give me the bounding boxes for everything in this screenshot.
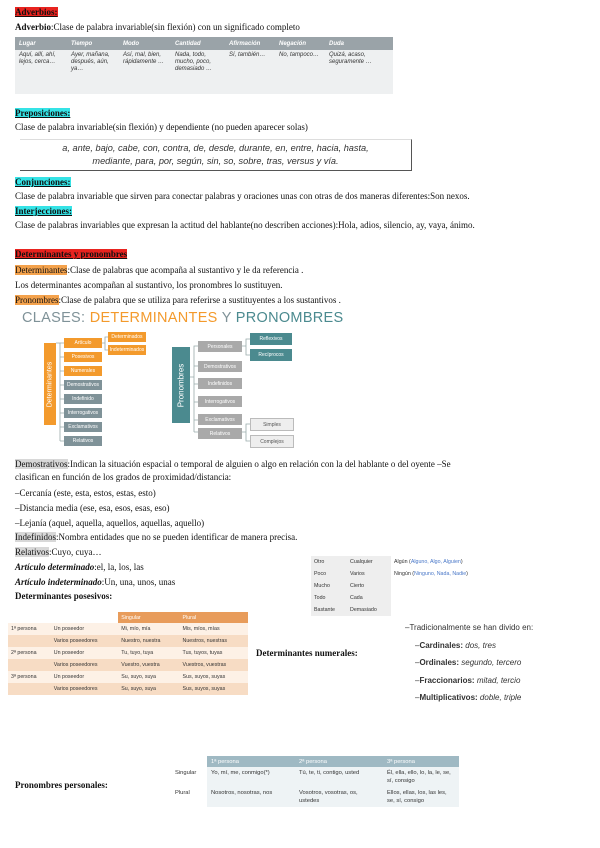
table-row	[8, 635, 248, 647]
diagram-det-item: Interrogativos	[64, 408, 102, 418]
table-cell: Poco	[311, 568, 347, 580]
table-row	[311, 592, 471, 604]
table-cell: Todo	[311, 592, 347, 604]
table-row	[171, 767, 459, 787]
diagram-pron-item: Relativos	[198, 428, 242, 439]
table-cell: Sus, suyos, suyas	[180, 671, 248, 683]
table-cell: Vosotros, vosotras, os, ustedes	[295, 787, 383, 807]
conjunciones-definition: Clase de palabra invariable que sirven para conectar palabras y oraciones unas con otras de dos maneras diferentes:Son nexos.	[15, 191, 470, 201]
personales-table	[171, 756, 459, 807]
numerales-intro: –Tradicionalmente se han divido en:	[405, 623, 534, 632]
posesivos-heading: Determinantes posesivos:	[15, 591, 113, 601]
demostrativos-definition-2: clasifican en función de los grados de proximidad/distancia:	[15, 472, 232, 482]
table-header: Lugar	[15, 37, 67, 50]
table-cell: Vuestros, vuestras	[180, 659, 248, 671]
table-cell: Mucho	[311, 580, 347, 592]
det-pron-line: Los determinantes acompañan al sustantivo, los pronombres lo sustituyen.	[15, 280, 283, 290]
articulo-determinado: Artículo determinado:el, la, los, las	[15, 562, 144, 572]
table-cell: Sí, también…	[225, 50, 275, 94]
diagram-pron-item: Personales	[198, 341, 242, 352]
table-cell: Quizá, acaso, seguramente …	[325, 50, 393, 94]
diagram-det-item: Posesivos	[64, 352, 102, 362]
numerales-item: –Ordinales: segundo, tercero	[415, 658, 522, 667]
table-row	[8, 683, 248, 695]
table-cell: Mi, mío, mía	[118, 623, 179, 635]
table-header: Cantidad	[171, 37, 225, 50]
table-row	[8, 671, 248, 683]
diagram-pron-item: Demostrativos	[198, 361, 242, 372]
table-row	[8, 659, 248, 671]
diagram-det-item: Indefinido	[64, 394, 102, 404]
diagram-rel-item: Complejos	[250, 435, 294, 448]
table-cell	[8, 635, 51, 647]
demostrativos-media: –Distancia media (ese, esa, esos, esas, eso)	[15, 503, 170, 513]
table-cell: Varios poseedores	[51, 659, 119, 671]
table-cell: Cierto	[347, 580, 391, 592]
table-header: 2ª persona	[295, 756, 383, 767]
table-row	[171, 787, 459, 807]
table-cell: Tu, tuyo, tuya	[118, 647, 179, 659]
pronombres-label-box: Pronombres	[172, 347, 190, 423]
diagram-pers-item: Recíprocos	[250, 349, 292, 361]
table-cell: Otro	[311, 556, 347, 568]
diagram-det-item: Relativos	[64, 436, 102, 446]
table-cell: Nuestros, nuestras	[180, 635, 248, 647]
det-pron-heading: Determinantes y pronombres	[15, 249, 128, 259]
table-cell	[391, 580, 471, 592]
table-cell: Demasiado	[347, 604, 391, 616]
table-cell: 2ª persona	[8, 647, 51, 659]
demostrativos-cercania: –Cercanía (este, esta, estos, estas, esto)	[15, 488, 156, 498]
table-cell: Sus, suyos, suyas	[180, 683, 248, 695]
table-cell: Cada	[347, 592, 391, 604]
personales-heading: Pronombres personales:	[15, 780, 108, 790]
table-row	[311, 568, 471, 580]
table-header	[51, 612, 119, 623]
table-cell: Tus, tuyos, tuyas	[180, 647, 248, 659]
table-row	[311, 580, 471, 592]
preposiciones-definition: Clase de palabra invariable(sin flexión) y dependiente (no pueden aparecer solas)	[15, 122, 308, 132]
table-cell	[391, 592, 471, 604]
indefinidos-definition: Indefinidos:Nombra entidades que no se pueden identificar de manera precisa.	[15, 532, 298, 542]
table-header: Tiempo	[67, 37, 119, 50]
preposiciones-heading: Preposiciones:	[15, 108, 71, 118]
table-cell: Su, suyo, suya	[118, 671, 179, 683]
prepositions-line-2: mediante, para, por, según, sin, so, sobre, tras, versus y vía.	[92, 156, 339, 166]
determinantes-definition: Determinantes:Clase de palabras que acompaña al sustantivo y le da referencia .	[15, 265, 304, 275]
demostrativos-definition: Demostrativos:Indican la situación espacial o temporal de alguien o algo en relación con la del hablante o del oyente –Se	[15, 459, 451, 469]
interjecciones-definition: Clase de palabras invariables que expresan la actitud del hablante(no describen acciones):Hola, adios, silencio, ay, vaya, ánimo.	[15, 220, 475, 230]
table-cell: Tú, te, ti, contigo, usted	[295, 767, 383, 787]
table-cell: No, tampoco…	[275, 50, 325, 94]
table-header: Singular	[118, 612, 179, 623]
table-header: Plural	[180, 612, 248, 623]
diagram-rel-item: Simples	[250, 418, 294, 431]
table-cell	[8, 683, 51, 695]
diagram-title: CLASES: DETERMINANTES Y PRONOMBRES	[22, 310, 344, 326]
conjunciones-heading: Conjunciones:	[15, 177, 71, 187]
table-header: 1ª persona	[207, 756, 295, 767]
table-cell: Un poseedor	[51, 671, 119, 683]
adverbios-heading: Adverbios:	[15, 7, 58, 17]
table-cell: Un poseedor	[51, 647, 119, 659]
table-cell: Cualquier	[347, 556, 391, 568]
table-cell	[391, 604, 471, 616]
pronombres-definition: Pronombres:Clase de palabra que se utiliza para referirse a sustituyentes a los sustantivos .	[15, 295, 341, 305]
diagram-art-item: Determinados	[108, 332, 146, 342]
table-cell	[8, 659, 51, 671]
numerales-item: –Multiplicativos: doble, triple	[415, 693, 522, 702]
table-cell: Ayer, mañana, después, aún, ya…	[67, 50, 119, 94]
table-cell: Así, mal, bien, rápidamente …	[119, 50, 171, 94]
relativos-definition: Relativos:Cuyo, cuya…	[15, 547, 102, 557]
table-row	[311, 604, 471, 616]
diagram-art-item: Indeterminados	[109, 347, 145, 353]
diagram-det-item: Exclamativos	[64, 422, 102, 432]
table-cell: 1ª persona	[8, 623, 51, 635]
table-cell: Yo, mí, me, conmigo(*)	[207, 767, 295, 787]
table-cell: Vuestro, vuestra	[118, 659, 179, 671]
table-header-row	[8, 612, 248, 623]
table-header	[171, 756, 207, 767]
table-row	[8, 647, 248, 659]
table-cell: Nada, todo, mucho, poco, demasiado …	[171, 50, 225, 94]
table-header: Negación	[275, 37, 325, 50]
table-cell: Un poseedor	[51, 623, 119, 635]
table-row	[8, 623, 248, 635]
table-cell: Singular	[171, 767, 207, 787]
demostrativos-lejania: –Lejanía (aquel, aquella, aquellos, aquellas, aquello)	[15, 518, 205, 528]
prepositions-line-1: a, ante, bajo, cabe, con, contra, de, desde, durante, en, entre, hacia, hasta,	[62, 143, 369, 153]
table-cell: 3ª persona	[8, 671, 51, 683]
table-cell: Varios	[347, 568, 391, 580]
table-cell: Su, suyo, suya	[118, 683, 179, 695]
table-header-row	[171, 756, 459, 767]
table-header: 3ª persona	[383, 756, 459, 767]
table-cell: Bastante	[311, 604, 347, 616]
indefinidos-table	[311, 556, 471, 616]
table-cell: Aquí, allí, ahí, lejos, cerca…	[15, 50, 67, 94]
numerales-heading: Determinantes numerales:	[256, 648, 358, 658]
diagram-pron-item: Indefinidos	[198, 378, 242, 389]
table-header: Afirmación	[225, 37, 275, 50]
diagram-pers-item: Reflexivos	[250, 333, 292, 345]
diagram-det-item: Demostrativos	[64, 380, 102, 390]
table-cell: Algún (Alguno, Algo, Alguien)	[394, 559, 463, 565]
table-cell: Mis, míos, mías	[180, 623, 248, 635]
interjecciones-heading: Interjecciones:	[15, 206, 72, 216]
table-cell: Ellos, ellas, los, las les, se, sí, consigo	[383, 787, 459, 807]
table-cell: Ningún (Ninguno, Nada, Nadie)	[394, 571, 468, 577]
numerales-item: –Cardinales: dos, tres	[415, 640, 496, 650]
table-cell: Nuestro, nuestra	[118, 635, 179, 647]
numerales-item: –Fraccionarios: mitad, tercio	[415, 675, 521, 685]
table-cell: Varios poseedores	[51, 635, 119, 647]
diagram-pron-item: Interrogativos	[198, 396, 242, 407]
table-header	[8, 612, 51, 623]
table-cell: Varios poseedores	[51, 683, 119, 695]
posesivos-table	[8, 612, 248, 695]
diagram-det-item: Numerales	[64, 366, 102, 376]
table-cell: Plural	[171, 787, 207, 807]
table-cell: Nosotros, nosotras, nos	[207, 787, 295, 807]
diagram-pron-item: Exclamativos	[198, 414, 242, 425]
table-header: Modo	[119, 37, 171, 50]
adverbio-definition: Adverbio:Clase de palabra invariable(sin flexión) con un significado completo	[15, 22, 300, 32]
diagram-det-item: Artículo	[64, 338, 102, 348]
table-row	[311, 556, 471, 568]
determinantes-label-box: Determinantes	[44, 343, 56, 425]
articulo-indeterminado: Artículo indeterminado:Un, una, unos, unas	[15, 577, 176, 587]
table-cell: Él, ella, ello, lo, la, le, se, sí, consigo	[383, 767, 459, 787]
numerales-list	[405, 619, 533, 707]
table-header: Duda	[325, 37, 393, 50]
